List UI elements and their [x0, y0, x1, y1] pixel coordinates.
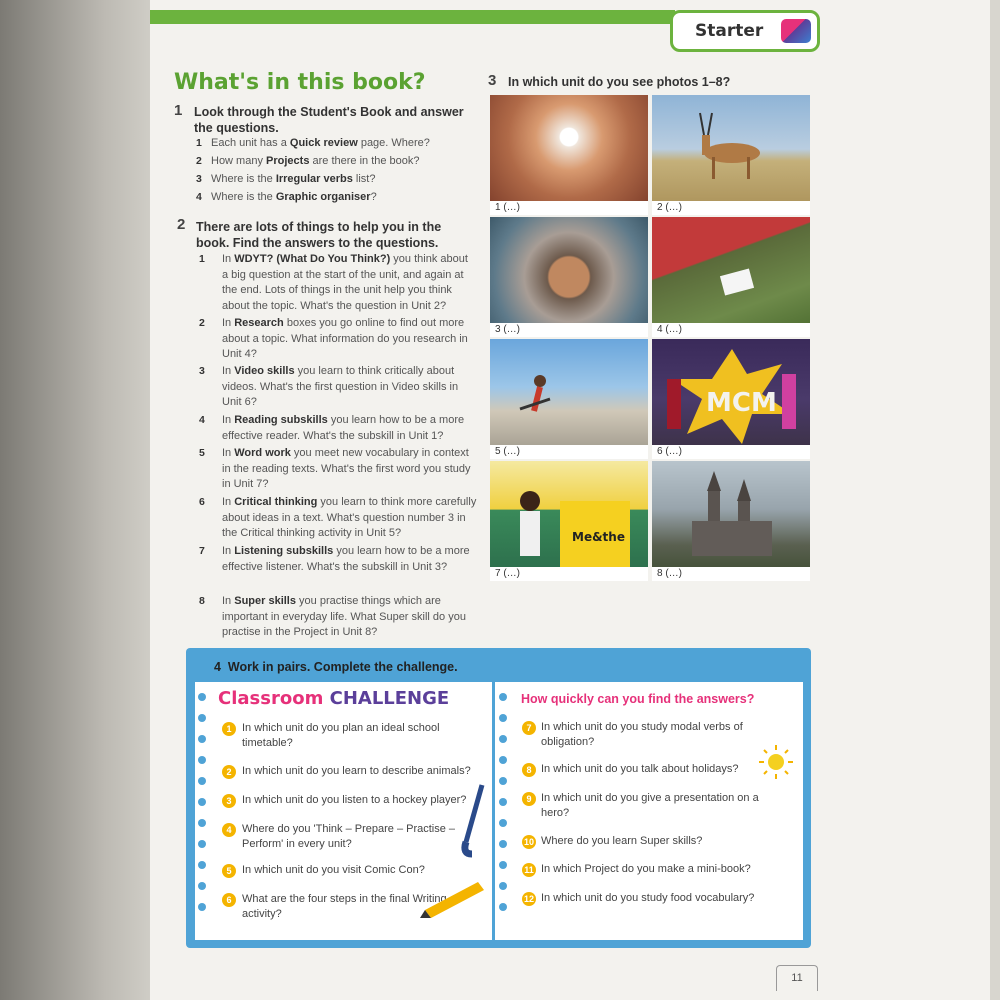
item-keyword: WDYT? (What Do You Think?): [234, 253, 391, 265]
photo-6: [652, 339, 810, 459]
antelope-icon: [652, 95, 810, 215]
question-number-badge: 2: [222, 765, 236, 779]
binder-rings-right: [499, 693, 509, 924]
item-text: [211, 190, 471, 206]
item-text-pre: Each unit has a: [211, 137, 290, 149]
photo-7: [490, 461, 648, 581]
item-text: [222, 316, 477, 363]
photo-label: 3 (…): [490, 323, 648, 337]
photo-3: [490, 217, 648, 337]
item-text-pre: In: [222, 496, 235, 508]
starter-label: Starter: [695, 21, 764, 41]
item-keyword: Critical thinking: [234, 496, 318, 508]
photo-1: [490, 95, 648, 215]
photo-label: 5 (…): [490, 445, 648, 459]
q4-text: Work in pairs. Complete the challenge.: [227, 660, 458, 674]
photo-label: 1 (…): [490, 201, 648, 215]
photo-label: 4 (…): [652, 323, 810, 337]
q3-text: In which unit do you see photos 1–8?: [508, 75, 731, 89]
challenge-question: Where do you 'Think – Prepare – Practise – Perform' in every unit?: [242, 823, 456, 850]
question-number-badge: 8: [522, 763, 536, 777]
item-text: [222, 252, 477, 314]
item-text-post: boxes you go online to find out more about a topic. What information do you research in Unit 4?: [222, 317, 468, 360]
item-text: [222, 594, 477, 641]
question-number-badge: 7: [522, 721, 536, 735]
item-text-post: you learn to think more carefully about ideas in a text. What's question number 3 in the Critical thinking activity in Unit 5?: [222, 496, 477, 539]
item-text-pre: Where is the: [211, 173, 276, 185]
starter-tab: [670, 10, 820, 52]
item-keyword: Projects: [266, 155, 310, 167]
item-text-pre: In: [222, 545, 235, 557]
item-text: [211, 154, 471, 170]
item-text-post: you learn to think critically about videos. What's the first question in Video skills in Unit 6?: [222, 365, 459, 408]
item-keyword: Quick review: [289, 137, 358, 149]
item-text: [211, 136, 471, 152]
right-heading: How quickly can you find the answers?: [521, 692, 755, 706]
binder-rings-left: [198, 693, 208, 924]
challenge-question: In which unit do you study food vocabulary?: [541, 892, 755, 904]
item-number: 3: [196, 173, 202, 185]
question-number-badge: 11: [522, 863, 536, 877]
item-text-post: you meet new vocabulary in context in the reading texts. What's the first word you study in Unit 7?: [222, 447, 471, 490]
challenge-question: In which unit do you listen to a hockey player?: [242, 794, 467, 806]
item-number: 3: [199, 365, 205, 377]
photo-2: [652, 95, 810, 215]
photo-label: 7 (…): [490, 567, 648, 581]
q2-number: 2: [177, 216, 186, 233]
item-keyword: Super skills: [234, 595, 296, 607]
pencil-icon: [420, 878, 490, 918]
challenge-question: What are the four steps in the final Writing activity?: [242, 893, 447, 920]
classroom-challenge-title: [218, 688, 449, 709]
skateboarder-icon: [490, 339, 648, 459]
item-number: 5: [199, 447, 205, 459]
item-text-post: you think about a big question at the start of the unit, and again at the end. Lots of things in the unit help you think about the topic. What's the question in Unit 2?: [222, 253, 468, 312]
challenge-question: Where do you learn Super skills?: [541, 835, 703, 847]
svg-text:MCM: MCM: [706, 388, 777, 418]
item-text: [222, 495, 477, 542]
item-keyword: Graphic organiser: [275, 191, 371, 203]
challenge-question: In which unit do you plan an ideal school timetable?: [242, 722, 440, 749]
item-text-pre: In: [222, 447, 235, 459]
q4-number: 4: [214, 660, 221, 674]
item-text-post: you learn how to be a more effective listener. What's the subskill in Unit 3?: [222, 545, 470, 573]
challenge-question: In which Project do you make a mini-book?: [541, 863, 751, 875]
item-text-pre: In: [222, 595, 235, 607]
item-number: 2: [199, 317, 205, 329]
hockey-stick-icon: [452, 780, 492, 860]
challenge-question: In which unit do you visit Comic Con?: [242, 864, 425, 876]
item-number: 8: [199, 595, 205, 607]
challenge-question: In which unit do you study modal verbs of obligation?: [541, 721, 743, 748]
item-number: 2: [196, 155, 202, 167]
item-number: 4: [196, 191, 202, 203]
item-keyword: Video skills: [234, 365, 295, 377]
challenge-question: In which unit do you give a presentation on a hero?: [541, 792, 759, 819]
challenge-question: In which unit do you learn to describe animals?: [242, 765, 471, 777]
book-logo-icon: [781, 19, 811, 43]
lemonade-stand-icon: [490, 461, 648, 581]
photo-5: [490, 339, 648, 459]
item-text-pre: In: [222, 253, 235, 265]
item-text-post: list?: [352, 173, 376, 185]
item-text-post: you practise things which are important in everyday life. What Super skill do you practise in the Project in Unit 8?: [222, 595, 466, 638]
paper-icon: [652, 217, 810, 337]
item-keyword: Irregular verbs: [275, 173, 353, 185]
item-text-pre: Where is the: [211, 191, 276, 203]
photo-grid: [490, 95, 810, 590]
question-number-badge: 10: [523, 837, 534, 847]
question-number-badge: 12: [523, 894, 534, 904]
item-text-post: ?: [370, 191, 377, 203]
photo-4: [652, 217, 810, 337]
sun-icon: [758, 744, 794, 780]
item-text: [222, 544, 477, 575]
q4-heading: [214, 660, 458, 674]
header-bar: [150, 10, 675, 24]
item-number: 1: [199, 253, 205, 265]
svg-text:Me&the: Me&the: [572, 530, 625, 544]
item-keyword: Word work: [234, 447, 291, 459]
challenge-question: In which unit do you talk about holidays?: [541, 763, 739, 775]
photo-label: 8 (…): [652, 567, 810, 581]
item-text: [222, 364, 477, 411]
item-text: [222, 413, 477, 444]
photo-label: 6 (…): [652, 445, 810, 459]
q3-number: 3: [488, 72, 497, 89]
item-text-pre: In: [222, 317, 235, 329]
challenge-title-part2: CHALLENGE: [329, 688, 450, 709]
item-text-pre: In: [222, 414, 235, 426]
item-text-post: page. Where?: [357, 137, 430, 149]
challenge-title-part1: Classroom: [218, 688, 324, 709]
q2-text: There are lots of things to help you in the book. Find the answers to the questions.: [196, 220, 442, 250]
question-number-badge: 6: [222, 893, 236, 907]
q1-text: Look through the Student's Book and answer the questions.: [194, 105, 464, 135]
item-number: 1: [196, 137, 202, 149]
item-keyword: Reading subskills: [234, 414, 328, 426]
photo-8: [652, 461, 810, 581]
q1-number: 1: [174, 102, 183, 119]
question-number-badge: 1: [222, 722, 236, 736]
page-title: What's in this book?: [174, 70, 426, 95]
photo-label: 2 (…): [652, 201, 810, 215]
question-number-badge: 3: [222, 794, 236, 808]
castle-icon: [652, 461, 810, 581]
item-keyword: Research: [234, 317, 284, 329]
question-number-badge: 5: [222, 864, 236, 878]
item-number: 6: [199, 496, 205, 508]
item-keyword: Listening subskills: [234, 545, 334, 557]
question-number-badge: 4: [222, 823, 236, 837]
item-text-pre: In: [222, 365, 235, 377]
item-text: [222, 446, 477, 493]
item-text-post: you learn how to be a more effective reader. What's the subskill in Unit 1?: [222, 414, 465, 442]
question-number-badge: 9: [522, 792, 536, 806]
item-text-pre: How many: [211, 155, 267, 167]
page-shadow: [0, 0, 150, 1000]
item-text: [211, 172, 471, 188]
item-text-post: are there in the book?: [309, 155, 420, 167]
item-number: 4: [199, 414, 205, 426]
page-number: 11: [776, 965, 818, 991]
item-number: 7: [199, 545, 205, 557]
comic-con-logo-icon: [652, 339, 810, 459]
